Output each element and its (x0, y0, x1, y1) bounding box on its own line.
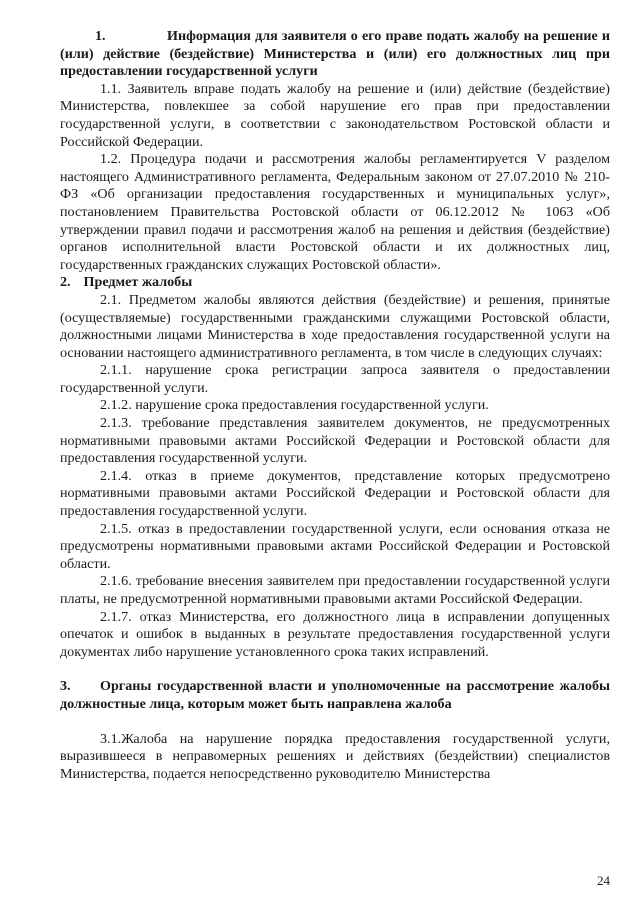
section-1-number: 1. (95, 28, 106, 44)
paragraph-2-1-3: 2.1.3. требование представления заявителем документов, не предусмотренных нормативными правовыми актами Российской Федерации и Ростовской области для предоставления государственной услуги. (60, 415, 610, 467)
section-2-number: 2. (60, 274, 71, 291)
paragraph-2-1: 2.1. Предметом жалобы являются действия (бездействие) и решения, принятые (осуществляемые) государственными гражданскими служащими Ростовской области, должностными лицами Министерства в ходе предоставления государственной услуги на основании настоящего административного регламента, в том числе в следующих случаях: (60, 291, 610, 361)
section-3-number: 3. (60, 678, 71, 695)
paragraph-2-1-1: 2.1.1. нарушение срока регистрации запроса заявителя о предоставлении государственной услуги. (60, 362, 610, 396)
paragraph-2-1-6: 2.1.6. требование внесения заявителем при предоставлении государственной услуги платы, не предусмотренной нормативными правовыми актами Российской Федерации. (60, 573, 610, 607)
paragraph-2-1-4: 2.1.4. отказ в приеме документов, представление которых предусмотрено нормативными правовыми актами Российской Федерации и Ростовской области для предоставления государственной услуги. (60, 467, 610, 520)
paragraph-2-1-2: 2.1.2. нарушение срока предоставления государственной услуги. (100, 397, 489, 414)
paragraph-2-1-7: 2.1.7. отказ Министерства, его должностного лица в исправлении допущенных опечаток и ошибок в выданных в результате предоставления государственной услуги документах либо нарушение установленного срока таких исправлений. (60, 608, 610, 660)
section-2-heading (60, 274, 610, 292)
page-number: 24 (597, 873, 610, 888)
paragraph-1-2: 1.2. Процедура подачи и рассмотрения жалобы регламентируется V разделом настоящего Административного регламента, Федеральным законом от 27.07.2010 № 210-ФЗ «Об организации предоставления государственных и муниципальных услуг», постановлением Правительства Ростовской области от 06.12.2012 № 1063 «Об утверждении правил подачи и рассмотрения жалоб на решения и действия (бездействие) органов исполнительной власти Ростовской области и их должностных лиц, государственных гражданских служащих Ростовской области». (60, 151, 610, 273)
paragraph-3-1: 3.1.Жалоба на нарушение порядка предоставления государственной услуги, выразившееся в неправомерных решениях и действиях (бездействии) специалистов Министерства, подается непосредственно руководителю Министерства (60, 730, 610, 782)
section-3-title: Органы государственной власти и уполномоченные на рассмотрение жалобы должностные лица, которым может быть направлена жалоба (60, 678, 610, 712)
document-page (60, 28, 610, 783)
section-2-title: Предмет жалобы (83, 274, 193, 291)
paragraph-1-1: 1.1. Заявитель вправе подать жалобу на решение и (или) действие (бездействие) Министерства, повлекшее за собой нарушение его прав при предоставлении государственной услуги, в соответствии с законодательством Ростовской области и Российской Федерации. (60, 80, 610, 150)
section-3-heading (60, 678, 610, 713)
paragraph-2-1-5: 2.1.5. отказ в предоставлении государственной услуги, если основания отказа не предусмотрены нормативными правовыми актами Российской Федерации и Ростовской области. (60, 520, 610, 572)
section-1-title: Информация для заявителя о его праве подать жалобу на решение и (или) действие (бездействие) Министерства и (или) его должностных лиц при предоставлении государственной услуги (60, 28, 610, 80)
section-1-heading (60, 28, 610, 81)
